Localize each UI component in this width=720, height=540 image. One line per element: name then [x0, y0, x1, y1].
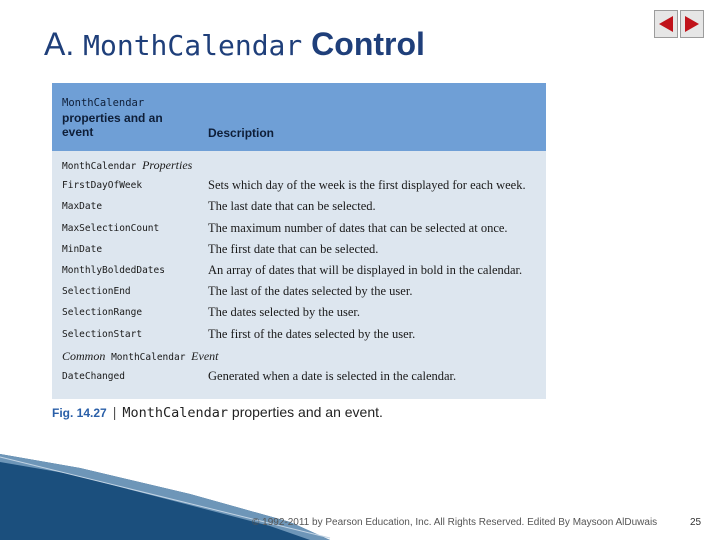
figure-caption: [52, 404, 383, 421]
section-label: Event: [191, 348, 219, 363]
table-row: [52, 367, 546, 388]
table-row: [52, 303, 546, 324]
next-slide-button[interactable]: [680, 10, 704, 38]
property-description: The dates selected by the user.: [208, 305, 361, 320]
copyright-footer: © 1992-2011 by Pearson Education, Inc. All Rights Reserved. Edited By Maysoon AlDuwais: [252, 517, 658, 528]
header-prop-line1: MonthCalendar: [62, 97, 145, 109]
slide-navigation: [654, 10, 704, 38]
header-property-column: [62, 96, 163, 140]
caption-separator: |: [112, 404, 117, 420]
previous-slide-button[interactable]: [654, 10, 678, 38]
table-row: [52, 176, 546, 197]
page-number: 25: [690, 517, 702, 528]
figure-number: Fig. 14.27: [52, 406, 107, 420]
section-header-event: [52, 346, 546, 367]
property-description: An array of dates that will be displayed in bold in the calendar.: [208, 262, 523, 277]
property-description: Sets which day of the week is the first displayed for each week.: [208, 178, 526, 193]
property-name: SelectionStart: [62, 328, 143, 340]
header-description-column: Description: [208, 126, 275, 140]
property-name: MaxDate: [62, 201, 103, 213]
event-name: DateChanged: [62, 370, 125, 382]
title-code: MonthCalendar: [83, 29, 303, 62]
header-prop-line3: event: [62, 125, 94, 139]
properties-table: [52, 83, 546, 399]
property-name: MinDate: [62, 243, 103, 255]
property-description: The first of the dates selected by the user.: [208, 326, 416, 341]
property-name: SelectionEnd: [62, 286, 131, 298]
slide-title: [44, 26, 425, 63]
event-description: Generated when a date is selected in the calendar.: [208, 368, 457, 383]
property-description: The last of the dates selected by the user.: [208, 284, 413, 299]
table-row: [52, 325, 546, 346]
property-name: MonthlyBoldedDates: [62, 264, 165, 276]
section-label: Properties: [142, 158, 193, 172]
table-header: [52, 83, 546, 151]
title-word: Control: [311, 26, 425, 62]
previous-slide-icon: [657, 14, 675, 34]
table-row: [52, 282, 546, 303]
caption-text: properties and an event.: [231, 404, 383, 420]
table-row: [52, 261, 546, 282]
table-row: [52, 240, 546, 261]
table-row: [52, 197, 546, 218]
property-description: The last date that can be selected.: [208, 199, 376, 214]
next-slide-icon: [683, 14, 701, 34]
table-body: [52, 155, 546, 388]
property-name: MaxSelectionCount: [62, 222, 160, 234]
section-header-properties: [52, 155, 546, 176]
property-description: The maximum number of dates that can be selected at once.: [208, 220, 508, 235]
property-name: SelectionRange: [62, 307, 143, 319]
section-code: MonthCalendar: [111, 351, 186, 363]
property-name: FirstDayOfWeek: [62, 180, 143, 192]
section-label: Common: [62, 348, 106, 363]
section-code: MonthCalendar: [62, 161, 137, 172]
header-prop-line2: properties and an: [62, 110, 163, 125]
property-description: The first date that can be selected.: [208, 241, 379, 256]
table-row: [52, 219, 546, 240]
title-letter: A.: [44, 26, 75, 62]
caption-code: MonthCalendar: [122, 405, 229, 421]
